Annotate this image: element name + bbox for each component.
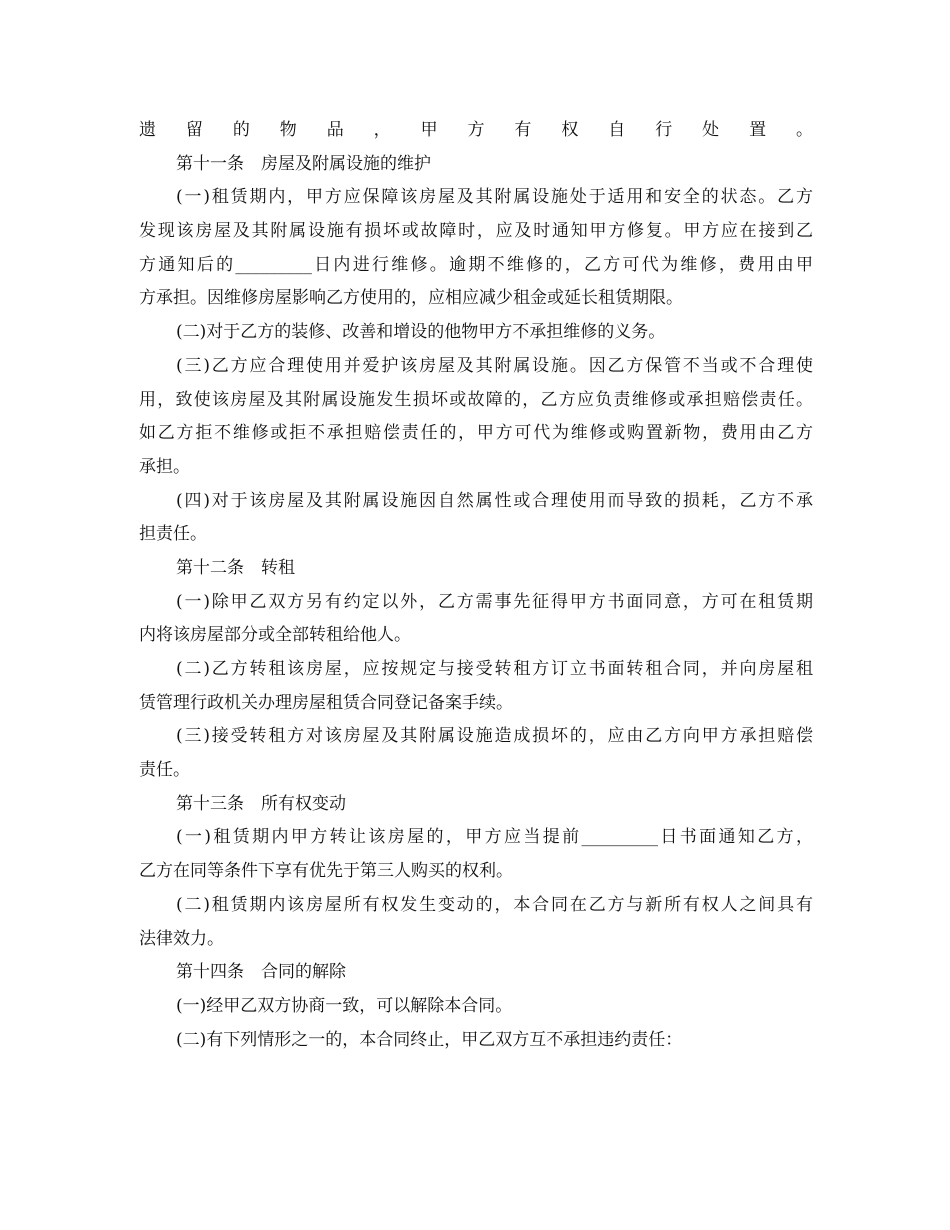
- article-heading: 第十一条 房屋及附属设施的维护: [176, 153, 431, 174]
- article-heading: 第十四条 合同的解除: [176, 962, 346, 983]
- text-line: (二)对于乙方的装修、改善和增设的他物甲方不承担维修的义务。: [176, 322, 666, 343]
- text-line: (二)租赁期内该房屋所有权发生变动的，本合同在乙方与新所有权人之间具有: [176, 894, 813, 915]
- text-line: 赁管理行政机关办理房屋租赁合同登记备案手续。: [139, 692, 513, 713]
- text-line: 担责任。: [139, 524, 207, 545]
- text-line: 发现该房屋及其附属设施有损坏或故障时，应及时通知甲方修复。甲方应在接到乙: [139, 221, 813, 242]
- text-line: (三)接受转租方对该房屋及其附属设施造成损坏的，应由乙方向甲方承担赔偿: [176, 726, 813, 747]
- document-body: [139, 114, 813, 1057]
- article-heading: 第十二条 转租: [176, 557, 295, 578]
- text-line: 乙方在同等条件下享有优先于第三人购买的权利。: [139, 861, 513, 882]
- text-line: 责任。: [139, 760, 190, 781]
- text-line: 遗留的物品，甲方有权自行处置。: [139, 120, 813, 140]
- text-line: 法律效力。: [139, 928, 224, 949]
- text-line: 如乙方拒不维修或拒不承担赔偿责任的，甲方可代为维修或购置新物，费用由乙方: [139, 423, 813, 444]
- text-line: 方通知后的_________日内进行维修。逾期不维修的，乙方可代为维修，费用由甲: [139, 254, 813, 275]
- text-line: (二)有下列情形之一的，本合同终止，甲乙双方互不承担违约责任：: [176, 1029, 683, 1050]
- text-line: (一)租赁期内，甲方应保障该房屋及其附属设施处于适用和安全的状态。乙方: [176, 187, 813, 208]
- text-line: 用，致使该房屋及其附属设施发生损坏或故障的，乙方应负责维修或承担赔偿责任。: [139, 389, 813, 410]
- text-line: (二)乙方转租该房屋，应按规定与接受转租方订立书面转租合同，并向房屋租: [176, 659, 813, 679]
- text-line: (一)经甲乙双方协商一致，可以解除本合同。: [176, 995, 513, 1016]
- text-line: 承担。: [139, 456, 190, 477]
- text-line: (三)乙方应合理使用并爱护该房屋及其附属设施。因乙方保管不当或不合理使: [176, 355, 813, 376]
- text-line: (四)对于该房屋及其附属设施因自然属性或合理使用而导致的损耗，乙方不承: [176, 490, 813, 511]
- text-line: (一)租赁期内甲方转让该房屋的，甲方应当提前_________日书面通知乙方，: [176, 827, 813, 848]
- article-heading: 第十三条 所有权变动: [176, 793, 346, 814]
- text-line: (一)除甲乙双方另有约定以外，乙方需事先征得甲方书面同意，方可在租赁期: [176, 591, 813, 612]
- text-line: 方承担。因维修房屋影响乙方使用的，应相应减少租金或延长租赁期限。: [139, 288, 683, 309]
- text-line: 内将该房屋部分或全部转租给他人。: [139, 625, 411, 646]
